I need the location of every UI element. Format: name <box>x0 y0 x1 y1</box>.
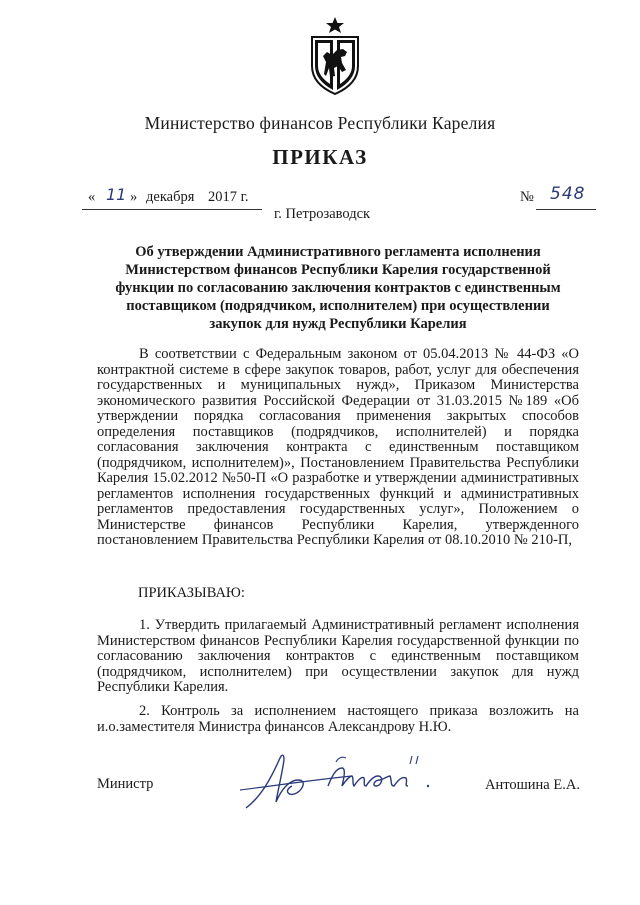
number-underline <box>536 209 596 210</box>
date-quote-open: « <box>88 189 96 205</box>
handwritten-signature <box>232 746 464 816</box>
order-word: ПРИКАЗЫВАЮ: <box>138 585 245 601</box>
date-month: декабря <box>146 189 195 205</box>
date-quote-close: » <box>130 189 138 205</box>
order-item-2: 2. Контроль за исполнением настоящего приказа возложить на и.о.заместителя Министра финансов Александрову Н.Ю. <box>97 703 579 735</box>
date-underline <box>82 209 262 210</box>
signatory-position: Министр <box>97 776 154 792</box>
ministry-name: Министерство финансов Республики Карелия <box>144 113 496 133</box>
document-date <box>80 185 260 211</box>
document-title: Об утверждении Административного регламента исполнения Министерством финансов Республики Карелия государственной функции по согласованию заключения контрактов с единственным поставщиком (подрядчиком, исполнителем) при осуществлении закупок для нужд Республики Карелия <box>115 244 561 332</box>
date-day: 11 <box>106 185 127 204</box>
city: г. Петрозаводск <box>274 206 371 222</box>
document-number <box>516 184 596 211</box>
karelia-coat-of-arms-icon <box>304 16 366 96</box>
preamble-paragraph: В соответствии с Федеральным законом от 05.04.2013 № 44-ФЗ «О контрактной системе в сфере закупок товаров, работ, услуг для обеспечения государственных и муниципальных нужд», Приказом Министерства экономического развития Российской Федерации от 31.03.2015 №189 «Об утверждении порядка согласования применения закрытых способов определения поставщиков (подрядчиков, исполнителей) и порядка согласования заключения контракта с единственным поставщиком (подрядчиком, исполнителем)», Постановлением Правительства Республики Карелия 15.02.2012 №50-П «О разработке и утверждении административных регламентов исполнения государственных функций и административных регламентов предоставления государственных услуг», Положением о Министерстве финансов Республики Карелия, утвержденного постановлением Правительства Республики Карелия от 08.10.2010 № 210-П, <box>97 346 579 548</box>
number-sign: № <box>520 189 534 205</box>
signatory-name: Антошина Е.А. <box>485 777 580 793</box>
document-type: ПРИКАЗ <box>272 145 368 169</box>
number-value: 548 <box>550 184 586 204</box>
date-year: 2017 г. <box>208 189 249 205</box>
order-item-1: 1. Утвердить прилагаемый Административный регламент исполнения Министерством финансов Республики Карелия государственной функции по согласованию заключения контрактов с единственным поставщиком (подрядчиком, исполнителем) при осуществлении закупок для нужд Республики Карелия. <box>97 617 579 695</box>
